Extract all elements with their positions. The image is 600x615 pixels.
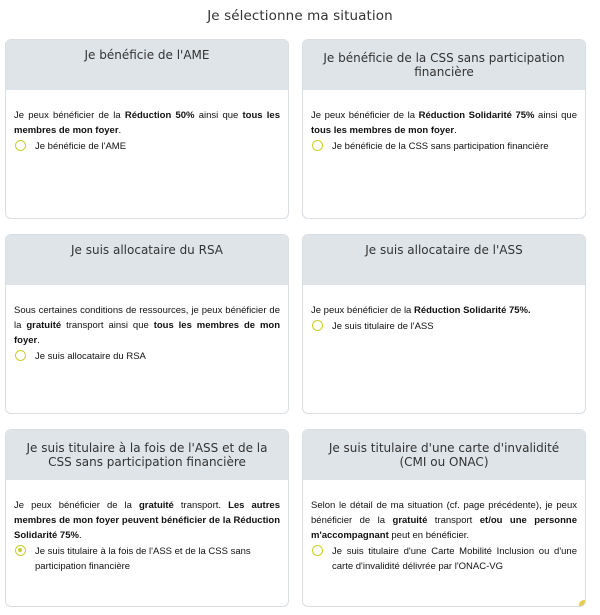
card-ass-css — [5, 429, 289, 607]
help-bubble-icon[interactable] — [579, 600, 586, 607]
option-ame[interactable] — [14, 139, 280, 154]
option-ass-css[interactable] — [14, 544, 280, 574]
description-segment: ainsi que — [534, 110, 577, 121]
option-label: Je bénéficie de la CSS sans participation financière — [332, 141, 549, 152]
radio-button[interactable] — [15, 545, 26, 556]
page-title: Je sélectionne ma situation — [207, 8, 393, 24]
card-ass — [302, 234, 586, 414]
option-label: Je suis titulaire d'une Carte Mobilité Inclusion ou d'une carte d'invalidité délivrée par l'ONAC-VG — [332, 546, 577, 572]
option-ass[interactable] — [311, 319, 577, 334]
card-body — [6, 480, 288, 580]
option-css[interactable] — [311, 139, 577, 154]
description-segment: Les autres membres de mon foyer peuvent bénéficier de la Réduction Solidarité 75% — [14, 500, 280, 541]
radio-button[interactable] — [312, 320, 323, 331]
radio-button[interactable] — [312, 140, 323, 151]
option-rsa[interactable] — [14, 349, 280, 364]
description-segment: Réduction Solidarité 75%. — [413, 305, 531, 316]
description-segment: . — [78, 530, 82, 541]
radio-button[interactable] — [15, 140, 26, 151]
card-title: Je suis allocataire de l'ASS — [365, 243, 523, 257]
description-segment: gratuité — [139, 500, 174, 511]
description-segment: Je peux bénéficier de la — [14, 110, 125, 121]
description-segment: transport — [427, 515, 480, 526]
option-label: Je bénéficie de l'AME — [35, 141, 127, 152]
card-invalidite — [302, 429, 586, 607]
card-body — [303, 90, 585, 160]
card-description — [14, 108, 280, 138]
card-header — [303, 40, 585, 90]
card-header — [6, 40, 288, 90]
description-segment: peut en bénéficier. — [388, 530, 470, 541]
description-segment: . — [37, 335, 40, 346]
option-invalidite[interactable] — [311, 544, 577, 574]
description-segment: gratuité — [26, 320, 62, 331]
card-title: Je suis titulaire d'une carte d'invalidité (CMI ou ONAC) — [328, 441, 560, 469]
description-segment: tous les membres de mon foyer — [14, 320, 281, 346]
card-description — [14, 303, 280, 348]
card-description — [311, 498, 577, 543]
description-segment: ainsi que — [194, 110, 243, 121]
card-description — [311, 108, 577, 138]
card-title: Je bénéficie de la CSS sans participation financière — [323, 51, 565, 79]
card-header — [303, 430, 585, 480]
description-segment: Réduction Solidarité 75% — [418, 110, 535, 121]
description-segment: gratuité — [392, 515, 428, 526]
card-header — [6, 430, 288, 480]
card-header — [6, 235, 288, 285]
card-body — [6, 90, 288, 160]
description-segment: Je peux bénéficier de la — [14, 500, 139, 511]
card-title: Je suis titulaire à la fois de l'ASS et de la CSS sans participation financière — [26, 441, 268, 469]
card-body — [303, 480, 585, 580]
card-header — [303, 235, 585, 285]
description-segment: Je peux bénéficier de la — [311, 305, 414, 316]
description-segment: et/ou une personne m'accompagnant — [311, 515, 577, 541]
radio-button[interactable] — [15, 350, 26, 361]
description-segment: tous les membres de mon foyer — [14, 110, 280, 136]
card-body — [303, 285, 585, 340]
card-rsa — [5, 234, 289, 414]
option-label: Je suis titulaire de l'ASS — [332, 321, 434, 332]
card-description — [14, 498, 280, 543]
description-segment: transport. — [173, 500, 229, 511]
description-segment: tous les membres de mon foyer — [311, 125, 455, 136]
option-label: Je suis titulaire à la fois de l'ASS et de la CSS sans participation financière — [35, 546, 251, 572]
card-description — [311, 303, 577, 318]
description-segment: Je peux bénéficier de la — [311, 110, 419, 121]
description-segment: Réduction 50% — [124, 110, 195, 121]
card-title: Je bénéficie de l'AME — [84, 48, 210, 62]
radio-button[interactable] — [312, 545, 323, 556]
description-segment: Sous certaines conditions de ressources, je peux bénéficier de la — [14, 305, 280, 331]
description-segment: . — [454, 125, 457, 136]
description-segment: Selon le détail de ma situation (cf. page précédente), je peux bénéficier de la — [311, 500, 577, 526]
description-segment: transport ainsi que — [61, 320, 154, 331]
card-ame — [5, 39, 289, 219]
card-body — [6, 285, 288, 370]
card-css — [302, 39, 586, 219]
description-segment: . — [118, 125, 122, 136]
card-title: Je suis allocataire du RSA — [71, 243, 223, 257]
option-label: Je suis allocataire du RSA — [35, 351, 146, 362]
